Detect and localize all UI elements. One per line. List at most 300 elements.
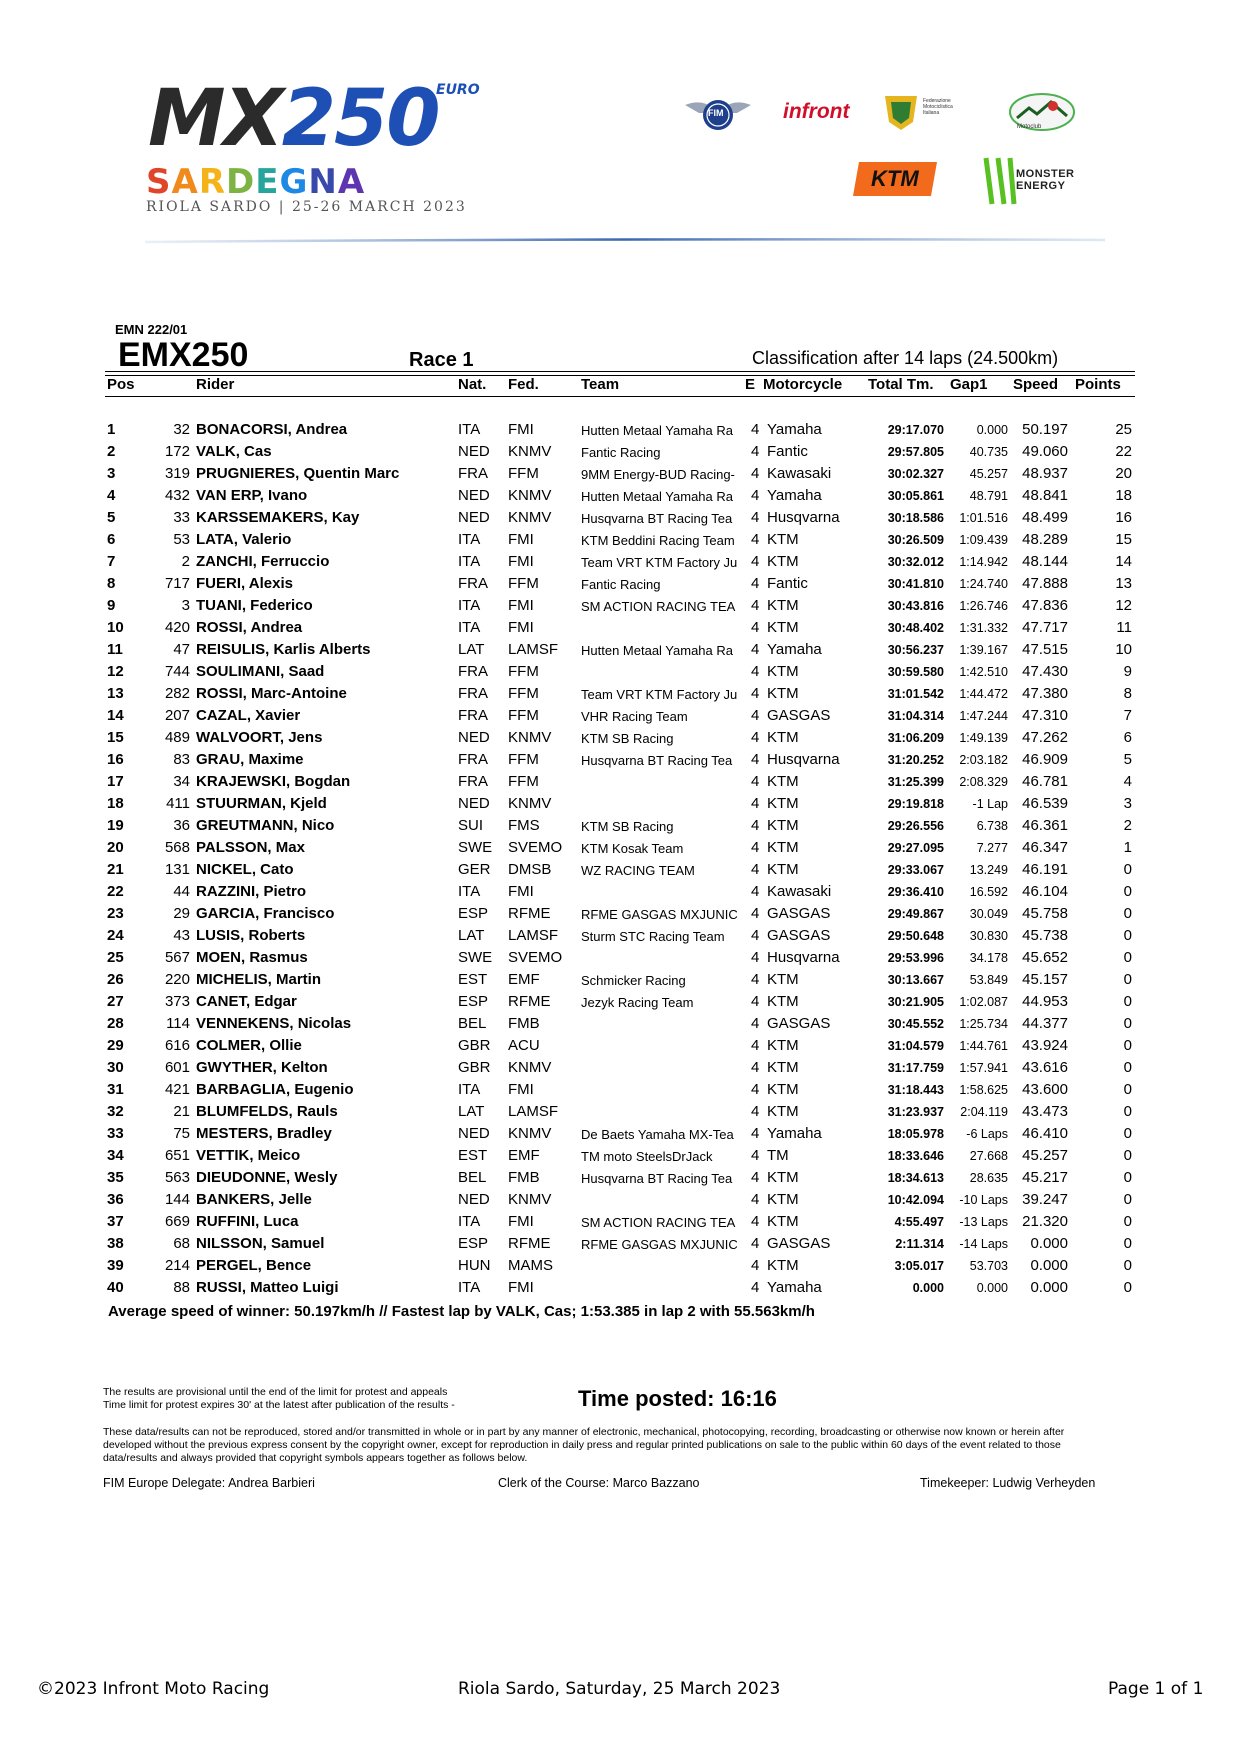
engine-type: 4 <box>751 531 760 548</box>
table-row <box>0 572 1240 594</box>
rider-nationality: LAT <box>458 1103 485 1120</box>
total-time: 31:01.542 <box>887 687 944 701</box>
rider-name: WALVOORT, Jens <box>196 729 323 746</box>
result-position: 6 <box>107 531 116 548</box>
average-speed: 50.197 <box>1022 421 1068 438</box>
result-position: 24 <box>107 927 124 944</box>
result-position: 36 <box>107 1191 124 1208</box>
fmi-logo <box>883 92 963 132</box>
rider-name: RAZZINI, Pietro <box>196 883 307 900</box>
gap-to-leader: 1:02.087 <box>959 995 1008 1009</box>
rider-federation: SVEMO <box>508 839 563 856</box>
points: 14 <box>1115 553 1132 570</box>
total-time: 3:05.017 <box>894 1259 944 1273</box>
gap-to-leader: 2:08.329 <box>959 775 1008 789</box>
rider-name: STUURMAN, Kjeld <box>196 795 327 812</box>
motorcycle: Yamaha <box>767 1125 822 1142</box>
rider-nationality: NED <box>458 509 490 526</box>
rider-nationality: ITA <box>458 1279 481 1296</box>
rider-federation: KNMV <box>508 795 552 812</box>
rider-federation: LAMSF <box>508 641 559 658</box>
rider-name: BLUMFELDS, Rauls <box>196 1103 338 1120</box>
average-speed: 43.600 <box>1022 1081 1068 1098</box>
result-position: 33 <box>107 1125 124 1142</box>
rider-nationality: ESP <box>458 1235 489 1252</box>
col-header-nat: Nat. <box>458 376 487 393</box>
rider-team: KTM SB Racing <box>581 731 674 746</box>
total-time: 0.000 <box>912 1281 944 1295</box>
engine-type: 4 <box>751 421 760 438</box>
points: 7 <box>1123 707 1132 724</box>
rider-nationality: ITA <box>458 619 481 636</box>
fim-logo <box>683 93 753 135</box>
total-time: 30:21.905 <box>887 995 944 1009</box>
rider-federation: FMI <box>508 553 534 570</box>
result-position: 19 <box>107 817 124 834</box>
result-position: 23 <box>107 905 124 922</box>
rider-federation: LAMSF <box>508 1103 559 1120</box>
gap-to-leader: -6 Laps <box>966 1127 1008 1141</box>
rider-number: 29 <box>173 905 190 922</box>
rider-number: 131 <box>164 861 190 878</box>
engine-type: 4 <box>751 1081 760 1098</box>
rider-federation: ACU <box>508 1037 540 1054</box>
gap-to-leader: 34.178 <box>969 951 1008 965</box>
infront-logo: infront <box>783 100 850 123</box>
gap-to-leader: 48.791 <box>969 489 1008 503</box>
table-row <box>0 440 1240 462</box>
result-position: 31 <box>107 1081 124 1098</box>
total-time: 30:59.580 <box>887 665 944 679</box>
rider-federation: FMB <box>508 1169 540 1186</box>
gap-to-leader: 1:24.740 <box>959 577 1008 591</box>
result-position: 9 <box>107 597 116 614</box>
venue-letter: S <box>146 162 172 202</box>
table-row <box>0 1232 1240 1254</box>
motorcycle: KTM <box>767 1191 799 1208</box>
motorcycle: KTM <box>767 1081 799 1098</box>
average-speed: 39.247 <box>1022 1191 1068 1208</box>
rider-team: Husqvarna BT Racing Tea <box>581 511 733 526</box>
result-position: 1 <box>107 421 116 438</box>
copyright-notice: These data/results can not be reproduced, stored and/or transmitted in whole or in part by any manner of electronic, mechanical, photocopying, recording, broadcasting or otherwise now known or herein after developed without the previous express consent by the copyright owner, except for reproduction in daily press and regular printed publications on sale to the public within 60 days of the event related to those data/results and always provided that copyright symbols appears together as follows below. <box>103 1426 1065 1464</box>
motorcycle: KTM <box>767 685 799 702</box>
points: 9 <box>1123 663 1132 680</box>
table-row <box>0 660 1240 682</box>
rider-number: 319 <box>164 465 190 482</box>
gap-to-leader: 30.830 <box>969 929 1008 943</box>
points: 0 <box>1123 1213 1132 1230</box>
total-time: 30:26.509 <box>887 533 944 547</box>
points: 12 <box>1115 597 1132 614</box>
rider-name: GARCIA, Francisco <box>196 905 335 922</box>
time-posted: Time posted: 16:16 <box>578 1386 777 1411</box>
venue-letter: A <box>171 162 199 202</box>
gap-to-leader: 40.735 <box>969 445 1008 459</box>
motorcycle: Yamaha <box>767 487 822 504</box>
table-row <box>0 924 1240 946</box>
result-position: 28 <box>107 1015 124 1032</box>
rider-team: Husqvarna BT Racing Tea <box>581 753 733 768</box>
rider-nationality: BEL <box>458 1015 487 1032</box>
gap-to-leader: 1:44.472 <box>959 687 1008 701</box>
total-time: 10:42.094 <box>887 1193 944 1207</box>
total-time: 4:55.497 <box>894 1215 944 1229</box>
gap-to-leader: 1:25.734 <box>959 1017 1008 1031</box>
rider-number: 36 <box>173 817 190 834</box>
provisional-line: Time limit for protest expires 30' at the latest after publication of the results - <box>103 1399 455 1411</box>
rider-number: 114 <box>166 1015 190 1032</box>
motorcycle: KTM <box>767 619 799 636</box>
rider-nationality: FRA <box>458 707 488 724</box>
rider-number: 282 <box>164 685 190 702</box>
average-speed: 45.217 <box>1022 1169 1068 1186</box>
rider-number: 44 <box>173 883 190 900</box>
engine-type: 4 <box>751 707 760 724</box>
average-speed: 45.758 <box>1022 905 1068 922</box>
motorcycle: KTM <box>767 531 799 548</box>
rider-number: 616 <box>164 1037 190 1054</box>
engine-type: 4 <box>751 971 760 988</box>
average-speed: 47.310 <box>1022 707 1068 724</box>
motorcycle: Yamaha <box>767 641 822 658</box>
venue-letter: D <box>226 162 256 202</box>
rider-name: RUSSI, Matteo Luigi <box>196 1279 339 1296</box>
rider-nationality: ESP <box>458 993 489 1010</box>
motorcycle: KTM <box>767 817 799 834</box>
total-time: 31:04.579 <box>887 1039 944 1053</box>
rider-federation: KNMV <box>508 729 552 746</box>
provisional-note <box>103 1386 455 1412</box>
table-row <box>0 704 1240 726</box>
rider-name: PRUGNIERES, Quentin Marc <box>196 465 400 482</box>
rider-number: 373 <box>164 993 190 1010</box>
engine-type: 4 <box>751 443 760 460</box>
rider-federation: SVEMO <box>508 949 563 966</box>
points: 0 <box>1123 949 1132 966</box>
engine-type: 4 <box>751 751 760 768</box>
engine-type: 4 <box>751 487 760 504</box>
rider-federation: KNMV <box>508 1191 552 1208</box>
motorcycle: KTM <box>767 1213 799 1230</box>
table-row <box>0 1012 1240 1034</box>
result-position: 5 <box>107 509 116 526</box>
motorcycle: Husqvarna <box>767 509 840 526</box>
result-position: 22 <box>107 883 124 900</box>
rider-team: Hutten Metaal Yamaha Ra <box>581 643 733 658</box>
timekeeper: Timekeeper: Ludwig Verheyden <box>920 1476 1096 1490</box>
gap-to-leader: 2:03.182 <box>959 753 1008 767</box>
fmi-shield-icon <box>883 92 919 132</box>
rider-number: 43 <box>173 927 190 944</box>
motorcycle: GASGAS <box>767 905 831 922</box>
rider-nationality: ITA <box>458 553 481 570</box>
rider-number: 21 <box>173 1103 190 1120</box>
motorcycle: Yamaha <box>767 421 822 438</box>
total-time: 30:48.402 <box>887 621 944 635</box>
motorcycle: KTM <box>767 861 799 878</box>
points: 0 <box>1123 905 1132 922</box>
total-time: 29:27.095 <box>887 841 944 855</box>
rider-number: 53 <box>173 531 190 548</box>
result-position: 4 <box>107 487 116 504</box>
race-title: Race 1 <box>409 349 474 371</box>
result-position: 16 <box>107 751 124 768</box>
rider-name: ROSSI, Marc-Antoine <box>196 685 347 702</box>
rider-federation: RFME <box>508 905 551 922</box>
rider-number: 411 <box>166 795 190 812</box>
rider-federation: KNMV <box>508 487 552 504</box>
gap-to-leader: -1 Lap <box>972 797 1008 811</box>
event-logo <box>148 74 439 164</box>
motorcycle: KTM <box>767 993 799 1010</box>
rider-name: CAZAL, Xavier <box>196 707 301 724</box>
rider-federation: DMSB <box>508 861 552 878</box>
average-speed: 47.430 <box>1022 663 1068 680</box>
engine-type: 4 <box>751 1213 760 1230</box>
col-header-engine: E <box>745 376 756 393</box>
table-row <box>0 1166 1240 1188</box>
rider-team: SM ACTION RACING TEA <box>581 1215 736 1230</box>
rider-number: 421 <box>164 1081 190 1098</box>
points: 0 <box>1123 927 1132 944</box>
rider-federation: FMB <box>508 1015 540 1032</box>
average-speed: 48.289 <box>1022 531 1068 548</box>
average-speed: 0.000 <box>1030 1235 1068 1252</box>
points: 1 <box>1123 839 1132 856</box>
ktm-logo-text: KTM <box>871 166 919 191</box>
table-row <box>0 418 1240 440</box>
rider-nationality: GER <box>458 861 491 878</box>
gap-to-leader: 0.000 <box>976 1281 1008 1295</box>
venue-letter: R <box>198 162 227 202</box>
motoclub-logo <box>1007 90 1077 134</box>
total-time: 29:49.867 <box>887 907 944 921</box>
rider-federation: FFM <box>508 751 539 768</box>
table-row <box>0 462 1240 484</box>
table-row <box>0 1144 1240 1166</box>
table-row <box>0 1056 1240 1078</box>
rider-federation: FMI <box>508 531 534 548</box>
table-row <box>0 484 1240 506</box>
points: 15 <box>1115 531 1132 548</box>
engine-type: 4 <box>751 1037 760 1054</box>
total-time: 31:18.443 <box>887 1083 944 1097</box>
table-row <box>0 1078 1240 1100</box>
rider-name: VETTIK, Meico <box>196 1147 301 1164</box>
table-row <box>0 638 1240 660</box>
result-position: 8 <box>107 575 116 592</box>
motorcycle: KTM <box>767 663 799 680</box>
result-position: 21 <box>107 861 124 878</box>
average-speed: 46.347 <box>1022 839 1068 856</box>
table-row <box>0 1122 1240 1144</box>
result-position: 26 <box>107 971 124 988</box>
engine-type: 4 <box>751 817 760 834</box>
motorcycle: KTM <box>767 597 799 614</box>
average-speed: 0.000 <box>1030 1279 1068 1296</box>
average-speed: 47.836 <box>1022 597 1068 614</box>
average-speed: 48.937 <box>1022 465 1068 482</box>
venue-letter: A <box>337 162 366 202</box>
rider-federation: FMI <box>508 1213 534 1230</box>
rider-name: MICHELIS, Martin <box>196 971 322 988</box>
average-speed: 45.157 <box>1022 971 1068 988</box>
rider-nationality: SUI <box>458 817 484 834</box>
average-speed: 46.410 <box>1022 1125 1068 1142</box>
rider-team: Jezyk Racing Team <box>581 995 694 1010</box>
results-table <box>0 418 1240 1298</box>
points: 13 <box>1115 575 1132 592</box>
points: 5 <box>1123 751 1132 768</box>
gap-to-leader: 2:04.119 <box>960 1105 1008 1119</box>
points: 6 <box>1123 729 1132 746</box>
header-rule <box>105 371 1135 372</box>
rider-name: NILSSON, Samuel <box>196 1235 325 1252</box>
result-position: 35 <box>107 1169 124 1186</box>
engine-type: 4 <box>751 1279 760 1296</box>
result-position: 13 <box>107 685 124 702</box>
average-speed: 47.888 <box>1022 575 1068 592</box>
gap-to-leader: 7.277 <box>976 841 1008 855</box>
venue-letter: N <box>308 162 338 202</box>
average-speed: 46.909 <box>1022 751 1068 768</box>
rider-nationality: ITA <box>458 1213 481 1230</box>
result-position: 15 <box>107 729 124 746</box>
points: 0 <box>1123 1191 1132 1208</box>
rider-team: SM ACTION RACING TEA <box>581 599 736 614</box>
race-summary: Average speed of winner: 50.197km/h // Fastest lap by VALK, Cas; 1:53.385 in lap 2 with 55.563km/h <box>108 1303 815 1320</box>
table-row <box>0 528 1240 550</box>
rider-number: 567 <box>164 949 190 966</box>
rider-number: 68 <box>173 1235 190 1252</box>
rider-name: TUANI, Federico <box>196 597 313 614</box>
rider-nationality: ITA <box>458 597 481 614</box>
table-row <box>0 550 1240 572</box>
total-time: 29:57.805 <box>887 445 944 459</box>
rider-number: 207 <box>164 707 190 724</box>
table-row <box>0 946 1240 968</box>
clerk-of-course: Clerk of the Course: Marco Bazzano <box>498 1476 700 1490</box>
engine-type: 4 <box>751 1257 760 1274</box>
rider-nationality: GBR <box>458 1059 491 1076</box>
rider-number: 47 <box>173 641 190 658</box>
rider-nationality: NED <box>458 795 490 812</box>
rider-nationality: ITA <box>458 421 481 438</box>
col-header-fed: Fed. <box>508 376 539 393</box>
motorcycle: GASGAS <box>767 1235 831 1252</box>
points: 0 <box>1123 1235 1132 1252</box>
average-speed: 46.539 <box>1022 795 1068 812</box>
rider-federation: LAMSF <box>508 927 559 944</box>
engine-type: 4 <box>751 1147 760 1164</box>
average-speed: 46.781 <box>1022 773 1068 790</box>
gap-to-leader: -10 Laps <box>959 1193 1008 1207</box>
rider-federation: FMI <box>508 597 534 614</box>
total-time: 30:32.012 <box>887 555 944 569</box>
event-logo-number: 250 <box>281 74 439 164</box>
motorcycle: KTM <box>767 553 799 570</box>
result-position: 27 <box>107 993 124 1010</box>
rider-number: 172 <box>164 443 190 460</box>
motorcycle: KTM <box>767 1037 799 1054</box>
engine-type: 4 <box>751 905 760 922</box>
engine-type: 4 <box>751 949 760 966</box>
engine-type: 4 <box>751 1059 760 1076</box>
total-time: 30:02.327 <box>887 467 944 481</box>
average-speed: 43.473 <box>1022 1103 1068 1120</box>
rider-nationality: ITA <box>458 531 481 548</box>
result-position: 7 <box>107 553 116 570</box>
rider-federation: KNMV <box>508 1125 552 1142</box>
gap-to-leader: 53.703 <box>969 1259 1008 1273</box>
average-speed: 48.841 <box>1022 487 1068 504</box>
table-row <box>0 726 1240 748</box>
rider-nationality: LAT <box>458 641 485 658</box>
rider-name: VENNEKENS, Nicolas <box>196 1015 352 1032</box>
rider-nationality: FRA <box>458 773 488 790</box>
average-speed: 46.104 <box>1022 883 1068 900</box>
rider-name: BARBAGLIA, Eugenio <box>196 1081 354 1098</box>
points: 0 <box>1123 1257 1132 1274</box>
result-position: 2 <box>107 443 116 460</box>
gap-to-leader: 1:57.941 <box>959 1061 1008 1075</box>
motorcycle: KTM <box>767 839 799 856</box>
gap-to-leader: 1:14.942 <box>959 555 1008 569</box>
engine-type: 4 <box>751 1103 760 1120</box>
total-time: 18:05.978 <box>887 1127 944 1141</box>
average-speed: 46.361 <box>1022 817 1068 834</box>
rider-nationality: EST <box>458 971 488 988</box>
total-time: 31:23.937 <box>887 1105 944 1119</box>
gap-to-leader: 27.668 <box>969 1149 1008 1163</box>
rider-nationality: FRA <box>458 685 488 702</box>
gap-to-leader: 1:44.761 <box>959 1039 1008 1053</box>
motorcycle: Fantic <box>767 443 808 460</box>
result-position: 10 <box>107 619 124 636</box>
rider-federation: FFM <box>508 685 539 702</box>
points: 0 <box>1123 883 1132 900</box>
rider-number: 568 <box>164 839 190 856</box>
total-time: 30:45.552 <box>887 1017 944 1031</box>
rider-nationality: ITA <box>458 1081 481 1098</box>
total-time: 30:13.667 <box>887 973 944 987</box>
gap-to-leader: 1:42.510 <box>959 665 1008 679</box>
motorcycle: Yamaha <box>767 1279 822 1296</box>
table-row <box>0 616 1240 638</box>
rider-number: 420 <box>164 619 190 636</box>
engine-type: 4 <box>751 509 760 526</box>
rider-name: DIEUDONNE, Wesly <box>196 1169 338 1186</box>
engine-type: 4 <box>751 773 760 790</box>
col-header-pos: Pos <box>107 376 135 393</box>
rider-team: TM moto SteelsDrJack <box>581 1149 713 1164</box>
result-position: 38 <box>107 1235 124 1252</box>
rider-name: KARSSEMAKERS, Kay <box>196 509 360 526</box>
rider-nationality: FRA <box>458 575 488 592</box>
engine-type: 4 <box>751 861 760 878</box>
rider-federation: FFM <box>508 575 539 592</box>
rider-federation: FMI <box>508 1279 534 1296</box>
rider-team: RFME GASGAS MXJUNIC <box>581 907 738 922</box>
points: 4 <box>1123 773 1132 790</box>
rider-name: VAN ERP, Ivano <box>196 487 308 504</box>
points: 0 <box>1123 1103 1132 1120</box>
points: 0 <box>1123 1059 1132 1076</box>
average-speed: 49.060 <box>1022 443 1068 460</box>
engine-type: 4 <box>751 1125 760 1142</box>
rider-team: KTM SB Racing <box>581 819 674 834</box>
